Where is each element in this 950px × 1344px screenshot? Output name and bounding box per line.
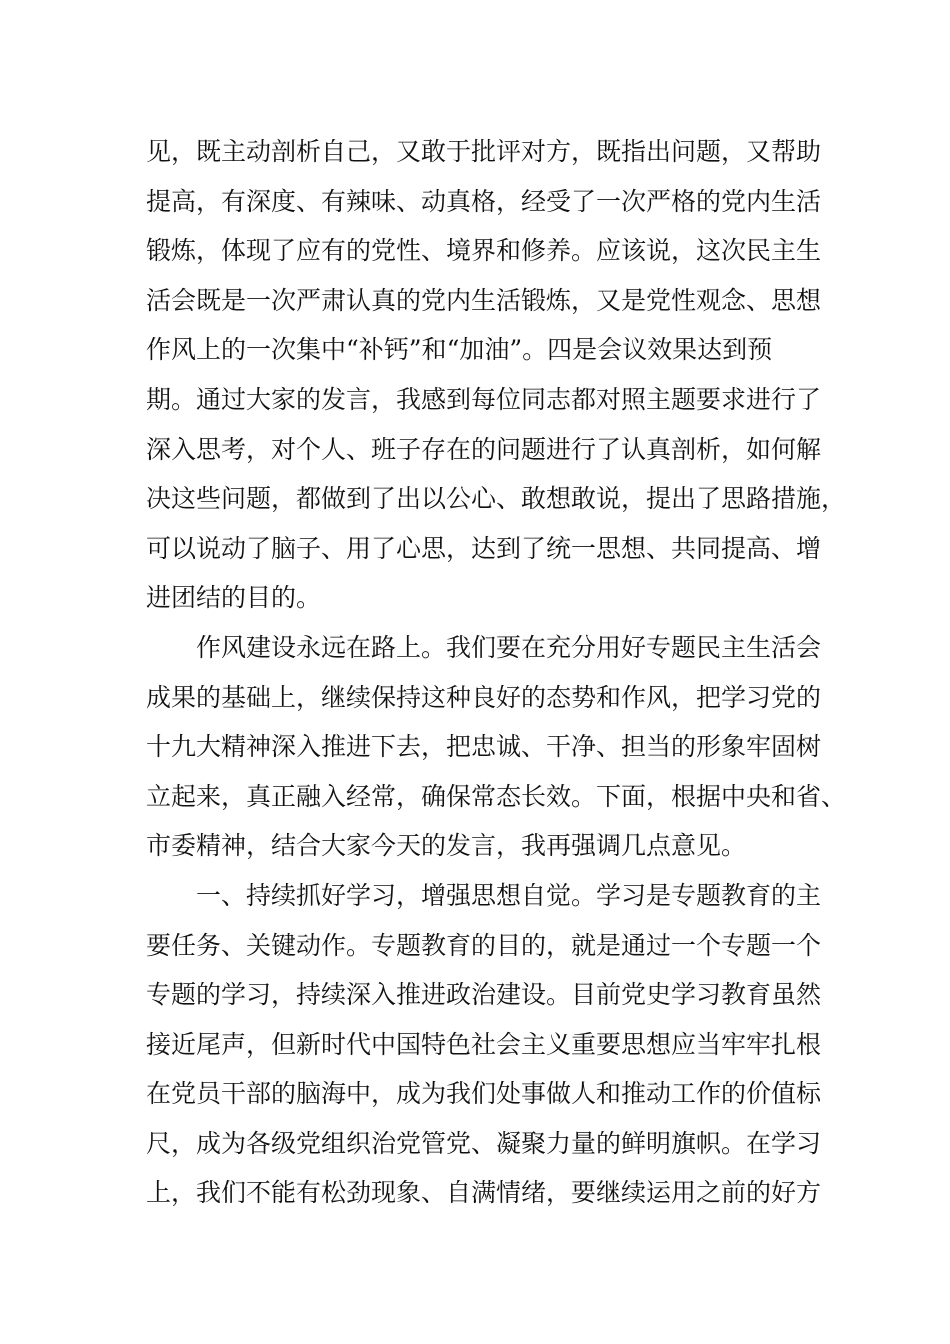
text-line: 可以说动了脑子、用了心思，达到了统一思想、共同提高、增 — [146, 533, 822, 563]
text-line: 立起来，真正融入经常，确保常态长效。下面，根据中央和省、 — [146, 781, 847, 811]
text-line: 接近尾声，但新时代中国特色社会主义重要思想应当牢牢扎根 — [146, 1029, 822, 1059]
text-line: 市委精神，结合大家今天的发言，我再强调几点意见。 — [146, 831, 747, 861]
text-line: 作风上的一次集中“补钙”和“加油”。四是会议效果达到预 — [146, 335, 773, 365]
text-line: 决这些问题，都做到了出以公心、敢想敢说，提出了思路措施， — [146, 484, 847, 514]
text-line: 深入思考，对个人、班子存在的问题进行了认真剖析，如何解 — [146, 434, 822, 464]
paragraph-1 — [146, 127, 847, 623]
text-line: 提高，有深度、有辣味、动真格，经受了一次严格的党内生活 — [146, 186, 822, 216]
text-line: 要任务、关键动作。专题教育的目的，就是通过一个专题一个 — [146, 930, 822, 960]
text-line-first: 一、持续抓好学习，增强思想自觉。学习是专题教育的主 — [196, 880, 822, 910]
text-line: 十九大精神深入推进下去，把忠诚、干净、担当的形象牢固树 — [146, 732, 822, 762]
text-line: 见，既主动剖析自己，又敢于批评对方，既指出问题，又帮助 — [146, 137, 822, 166]
paragraph-2 — [146, 623, 847, 871]
text-line: 尺，成为各级党组织治党管党、凝聚力量的鲜明旗帜。在学习 — [146, 1128, 822, 1158]
text-line: 在党员干部的脑海中，成为我们处事做人和推动工作的价值标 — [146, 1079, 822, 1109]
text-line: 上，我们不能有松劲现象、自满情绪，要继续运用之前的好方 — [146, 1178, 822, 1208]
text-line: 专题的学习，持续深入推进政治建设。目前党史学习教育虽然 — [146, 980, 822, 1010]
text-line: 活会既是一次严肃认真的党内生活锻炼，又是党性观念、思想 — [146, 285, 822, 315]
paragraph-3 — [146, 871, 822, 1218]
document-body — [146, 127, 847, 1218]
text-line: 成果的基础上，继续保持这种良好的态势和作风，把学习党的 — [146, 682, 822, 712]
text-line: 期。通过大家的发言，我感到每位同志都对照主题要求进行了 — [146, 384, 822, 414]
text-line: 进团结的目的。 — [146, 583, 322, 613]
text-line: 锻炼，体现了应有的党性、境界和修养。应该说，这次民主生 — [146, 236, 822, 266]
text-line-first: 作风建设永远在路上。我们要在充分用好专题民主生活会 — [196, 632, 822, 662]
